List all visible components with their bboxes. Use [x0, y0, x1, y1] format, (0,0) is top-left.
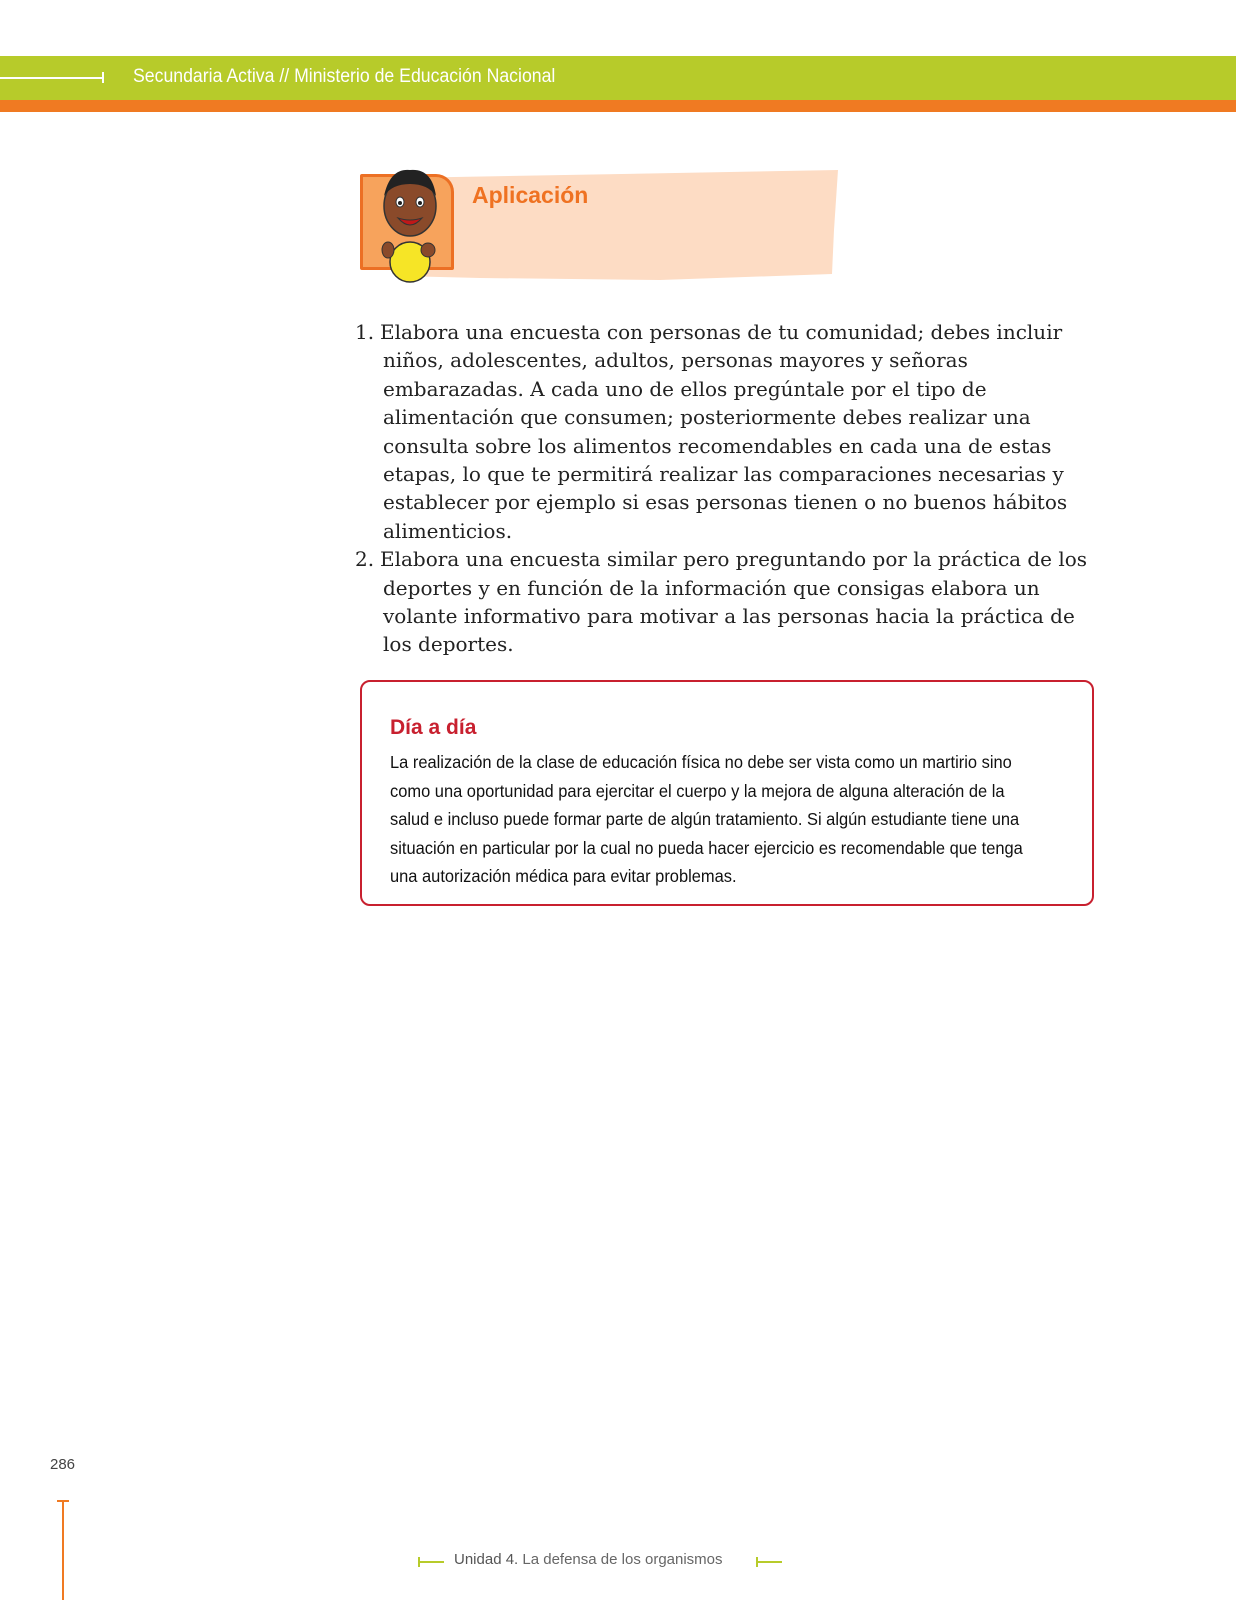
list-item-number: 2.: [355, 547, 375, 572]
header-rule-tick: [102, 72, 104, 83]
dia-a-dia-box: [360, 680, 1094, 906]
footer-rule-left: [418, 1561, 444, 1563]
margin-rule: [62, 1500, 64, 1600]
footer-unit: Unidad 4.: [454, 1551, 519, 1568]
aplicacion-title: Aplicación: [472, 182, 589, 208]
list-item-number: 1.: [355, 320, 375, 344]
list-item-text: Elabora una encuesta con personas de tu comunidad; debes incluir niños, adolescentes, adultos, personas mayores y señoras embarazadas. A cada uno de ellos pregúntale por el tipo de alimentación que consumen; posteriormente debes realizar una consulta sobre los alimentos recomendables en cada una de estas etapas, lo que te permitirá realizar las comparaciones necesarias y establecer por ejemplo si esas personas tienen o no buenos hábitos alimenticios.: [380, 320, 1068, 543]
footer: [454, 1551, 723, 1568]
list-item: [355, 545, 1095, 659]
aplicacion-list: [355, 318, 1095, 659]
aplicacion-banner: [360, 170, 838, 282]
dia-a-dia-title: Día a día: [390, 716, 477, 739]
page-number: 286: [50, 1456, 76, 1473]
kid-mascot-icon: [370, 166, 450, 284]
dia-a-dia-text: La realización de la clase de educación física no debe ser vista como un martirio sino como una oportunidad para ejercitar el cuerpo y la mejora de alguna alteración de la salud e incluso puede formar parte de algún tratamiento. Si algún estudiante tiene una situación en particular por la cual no pueda hacer ejercicio es recomendable que tenga una autorización médica para evitar problemas.: [390, 752, 1023, 886]
footer-title: La defensa de los organismos: [522, 1551, 723, 1568]
list-item-text: Elabora una encuesta similar pero preguntando por la práctica de los deportes y en función de la información que consigas elabora un volante informativo para motivar a las personas hacia la práctica de los deportes.: [380, 547, 1088, 657]
header-rule: [0, 77, 104, 79]
footer-rule-tick-right: [756, 1557, 758, 1567]
list-item: [355, 318, 1095, 545]
footer-rule-right: [756, 1561, 782, 1563]
header-title: Secundaria Activa // Ministerio de Educación Nacional: [133, 66, 556, 87]
header-stripe: [0, 100, 1236, 112]
